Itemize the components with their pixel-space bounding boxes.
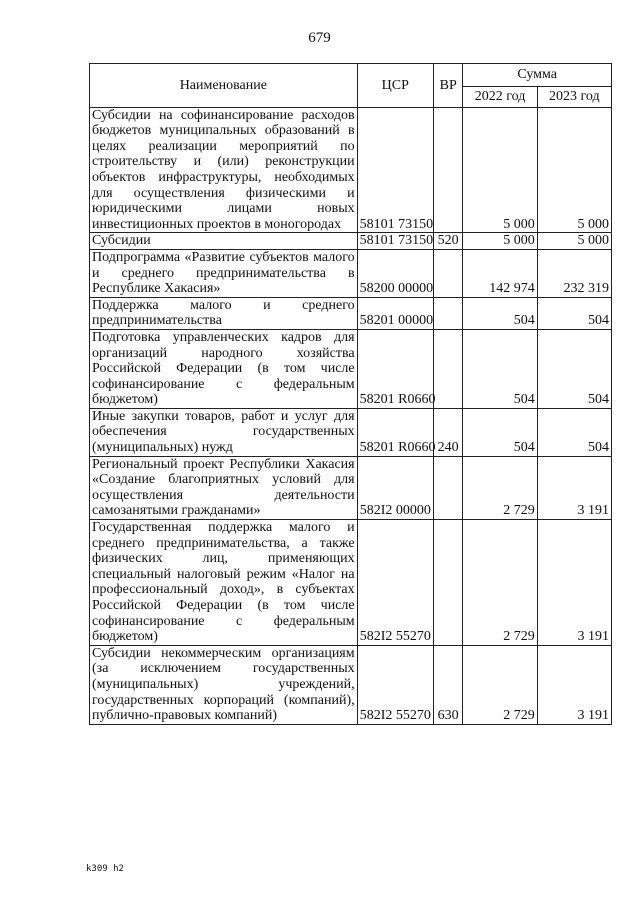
row-sum-2023: 232 319 — [537, 249, 611, 297]
row-name: Подготовка управленческих кадров для организаций народного хозяйства Российской Федерации (в том числе софинансирование с федеральным бюджетом) — [90, 329, 358, 408]
table-body — [90, 107, 612, 724]
row-sum-2023: 5 000 — [537, 233, 611, 250]
row-csr: 58101 73150 — [357, 233, 433, 250]
row-sum-2023: 3 191 — [537, 520, 611, 646]
header-year-2022: 2022 год — [463, 87, 537, 108]
row-name: Региональный проект Республики Хакасия «Создание благоприятных условий для осуществления деятельности самозанятыми гражданами» — [90, 456, 358, 519]
row-csr: 582I2 00000 — [357, 456, 433, 519]
row-vr: 240 — [433, 408, 463, 456]
row-sum-2022: 504 — [463, 408, 537, 456]
row-sum-2023: 504 — [537, 297, 611, 329]
row-sum-2022: 5 000 — [463, 107, 537, 233]
table-row — [90, 520, 612, 646]
row-csr: 58101 73150 — [357, 107, 433, 233]
row-csr: 582I2 55270 — [357, 645, 433, 724]
row-sum-2022: 2 729 — [463, 645, 537, 724]
row-vr — [433, 329, 463, 408]
table-row — [90, 249, 612, 297]
row-name: Субсидии некоммерческим организациям (за исключением государственных (муниципальных) учреждений, государственных корпораций (компаний), публично-правовых компаний) — [90, 645, 358, 724]
row-name: Поддержка малого и среднего предпринимательства — [90, 297, 358, 329]
row-csr: 582I2 55270 — [357, 520, 433, 646]
row-csr: 58201 00000 — [357, 297, 433, 329]
table-row — [90, 456, 612, 519]
row-sum-2023: 3 191 — [537, 645, 611, 724]
row-csr: 58201 R0660 — [357, 408, 433, 456]
row-vr — [433, 520, 463, 646]
row-vr — [433, 297, 463, 329]
row-sum-2022: 504 — [463, 329, 537, 408]
row-csr: 58201 R0660 — [357, 329, 433, 408]
header-csr: ЦСР — [357, 64, 433, 108]
header-name: Наименование — [90, 64, 358, 108]
row-name: Иные закупки товаров, работ и услуг для обеспечения государственных (муниципальных) нужд — [90, 408, 358, 456]
table-row — [90, 408, 612, 456]
row-name: Субсидии — [90, 233, 358, 250]
table-row — [90, 233, 612, 250]
footer-code: k309 h2 — [86, 864, 124, 874]
row-sum-2022: 142 974 — [463, 249, 537, 297]
row-sum-2023: 504 — [537, 329, 611, 408]
row-vr — [433, 249, 463, 297]
row-sum-2023: 3 191 — [537, 456, 611, 519]
table-row — [90, 329, 612, 408]
row-name: Субсидии на софинансирование расходов бюджетов муниципальных образований в целях реализации мероприятий по строительству и (или) реконструкции объектов инфраструктуры, необходимых для осуществления физическими и юридическими лицами новых инвестиционных проектов в моногородах — [90, 107, 358, 233]
table-row — [90, 297, 612, 329]
row-sum-2022: 5 000 — [463, 233, 537, 250]
header-year-2023: 2023 год — [537, 87, 611, 108]
header-sum: Сумма — [463, 64, 612, 87]
row-name: Государственная поддержка малого и среднего предпринимательства, а также физических лиц, применяющих специальный налоговый режим «Налог на профессиональный доход», в субъектах Российской Федерации (в том числе софинансирование с федеральным бюджетом) — [90, 520, 358, 646]
row-vr: 630 — [433, 645, 463, 724]
table-header — [90, 64, 612, 108]
header-vr: ВР — [433, 64, 463, 108]
row-sum-2022: 2 729 — [463, 520, 537, 646]
row-vr: 520 — [433, 233, 463, 250]
row-sum-2023: 504 — [537, 408, 611, 456]
row-csr: 58200 00000 — [357, 249, 433, 297]
table-row — [90, 107, 612, 233]
budget-table — [89, 63, 612, 725]
page-number: 679 — [308, 30, 331, 46]
row-vr — [433, 456, 463, 519]
row-sum-2022: 504 — [463, 297, 537, 329]
table-row — [90, 645, 612, 724]
row-vr — [433, 107, 463, 233]
row-sum-2022: 2 729 — [463, 456, 537, 519]
row-name: Подпрограмма «Развитие субъектов малого и среднего предпринимательства в Республике Хакасия» — [90, 249, 358, 297]
row-sum-2023: 5 000 — [537, 107, 611, 233]
